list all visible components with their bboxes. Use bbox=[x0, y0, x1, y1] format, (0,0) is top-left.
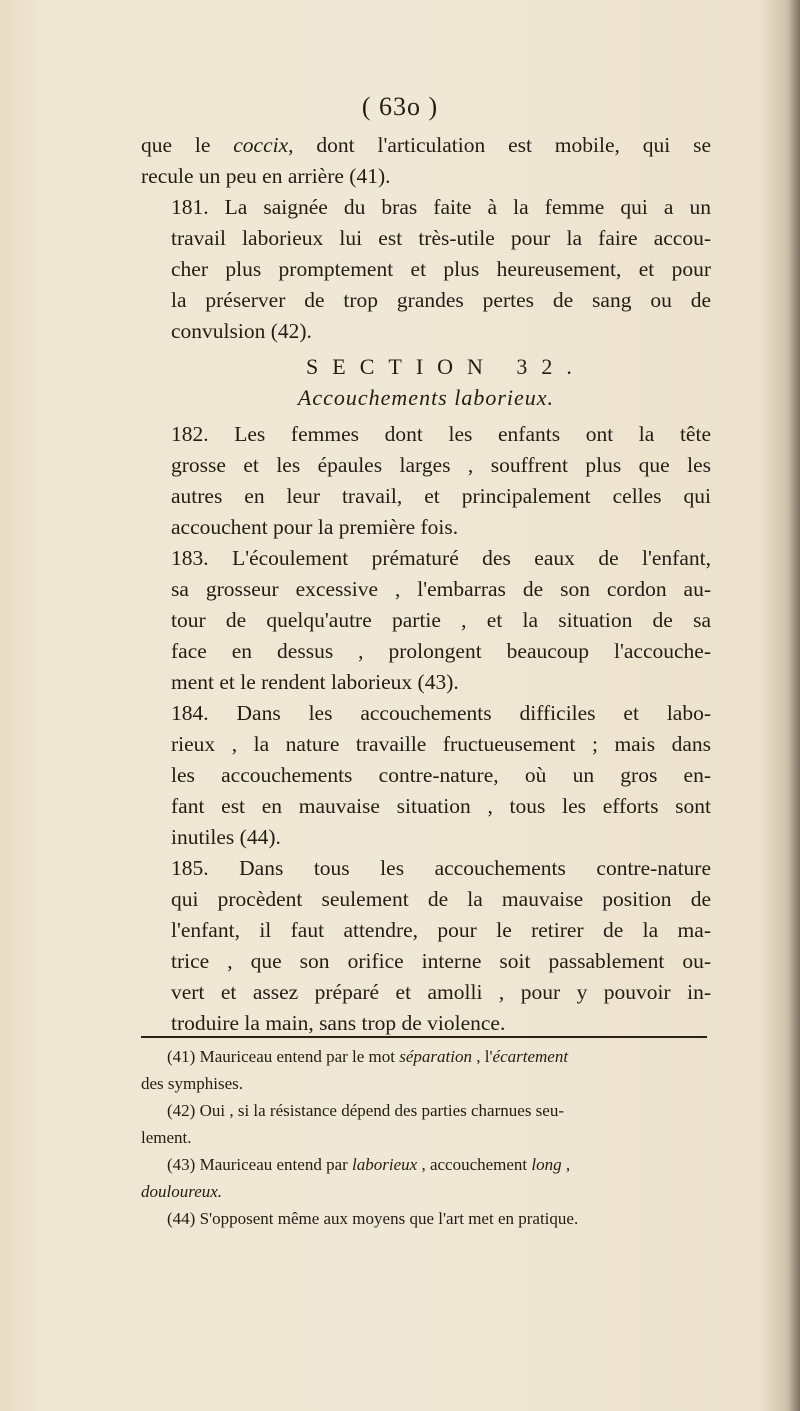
text-line: qui procèdent seulement de la mauvaise position de bbox=[171, 887, 711, 911]
text-line: face en dessus , prolongent beaucoup l'accouche- bbox=[171, 639, 711, 663]
text-line: l'enfant, il faut attendre, pour le retirer de la ma- bbox=[171, 918, 711, 942]
section-title: SECTION 32. bbox=[306, 354, 586, 379]
footnote-42: (42) Oui , si la résistance dépend des parties charnues seu- bbox=[167, 1101, 565, 1120]
text-line: fant est en mauvaise situation , tous les efforts sont bbox=[171, 794, 711, 818]
page-number: ( 63o ) bbox=[361, 92, 439, 121]
text-line: grosse et les épaules larges , souffrent plus que les bbox=[171, 453, 711, 477]
text-line: tour de quelqu'autre partie , et la situation de sa bbox=[171, 608, 711, 632]
text-line: sa grosseur excessive , l'embarras de son cordon au- bbox=[171, 577, 711, 601]
text-line: troduire la main, sans trop de violence. bbox=[171, 1011, 506, 1035]
page-edge-shadow bbox=[786, 0, 800, 1411]
text-line: trice , que son orifice interne soit passablement ou- bbox=[171, 949, 711, 973]
footnotes bbox=[141, 1044, 707, 1233]
text-line: rieux , la nature travaille fructueusement ; mais dans bbox=[171, 732, 711, 756]
paragraph-184 bbox=[141, 698, 711, 853]
paragraph-183 bbox=[141, 543, 711, 698]
footnote-43: (43) Mauriceau entend par laborieux , accouchement long , bbox=[167, 1155, 571, 1174]
footnote-divider bbox=[141, 1036, 707, 1038]
text-line: 182. Les femmes dont les enfants ont la tête bbox=[171, 422, 711, 446]
main-text bbox=[141, 130, 711, 1039]
paragraph-180-end bbox=[141, 130, 711, 192]
text-line: recule un peu en arrière (41). bbox=[141, 164, 391, 188]
footnote-42-continued: lement. bbox=[141, 1128, 192, 1147]
footnote-41: (41) Mauriceau entend par le mot séparation , l'écartement bbox=[167, 1047, 569, 1066]
text-line: 184. Dans les accouchements difficiles et labo- bbox=[171, 701, 711, 725]
text-line: les accouchements contre-nature, où un gros en- bbox=[171, 763, 711, 787]
text-line: cher plus promptement et plus heureusement, et pour bbox=[171, 257, 711, 281]
text-line: que le coccix, dont l'articulation est mobile, qui se bbox=[141, 133, 711, 157]
text-line: ment et le rendent laborieux (43). bbox=[171, 670, 459, 694]
text-line: travail laborieux lui est très-utile pour la faire accou- bbox=[171, 226, 711, 250]
footnote-41-continued: des symphises. bbox=[141, 1074, 243, 1093]
footnote-43-continued: douloureux. bbox=[141, 1182, 223, 1201]
paragraph-181 bbox=[141, 192, 711, 347]
text-line: 185. Dans tous les accouchements contre-nature bbox=[171, 856, 711, 880]
footnote-44: (44) S'opposent même aux moyens que l'art met en pratique. bbox=[167, 1209, 579, 1228]
paragraph-185 bbox=[141, 853, 711, 1039]
text-line: autres en leur travail, et principalement celles qui bbox=[171, 484, 711, 508]
text-line: la préserver de trop grandes pertes de sang ou de bbox=[171, 288, 711, 312]
text-line: convulsion (42). bbox=[171, 319, 312, 343]
text-line: accouchent pour la première fois. bbox=[171, 515, 459, 539]
text-line: 183. L'écoulement prématuré des eaux de l'enfant, bbox=[171, 546, 711, 570]
paragraph-182 bbox=[141, 419, 711, 543]
text-line: vert et assez préparé et amolli , pour y pouvoir in- bbox=[171, 980, 711, 1004]
text-line: 181. La saignée du bras faite à la femme qui a un bbox=[171, 195, 711, 219]
text-line: inutiles (44). bbox=[171, 825, 281, 849]
section-subtitle: Accouchements laborieux. bbox=[297, 385, 555, 410]
